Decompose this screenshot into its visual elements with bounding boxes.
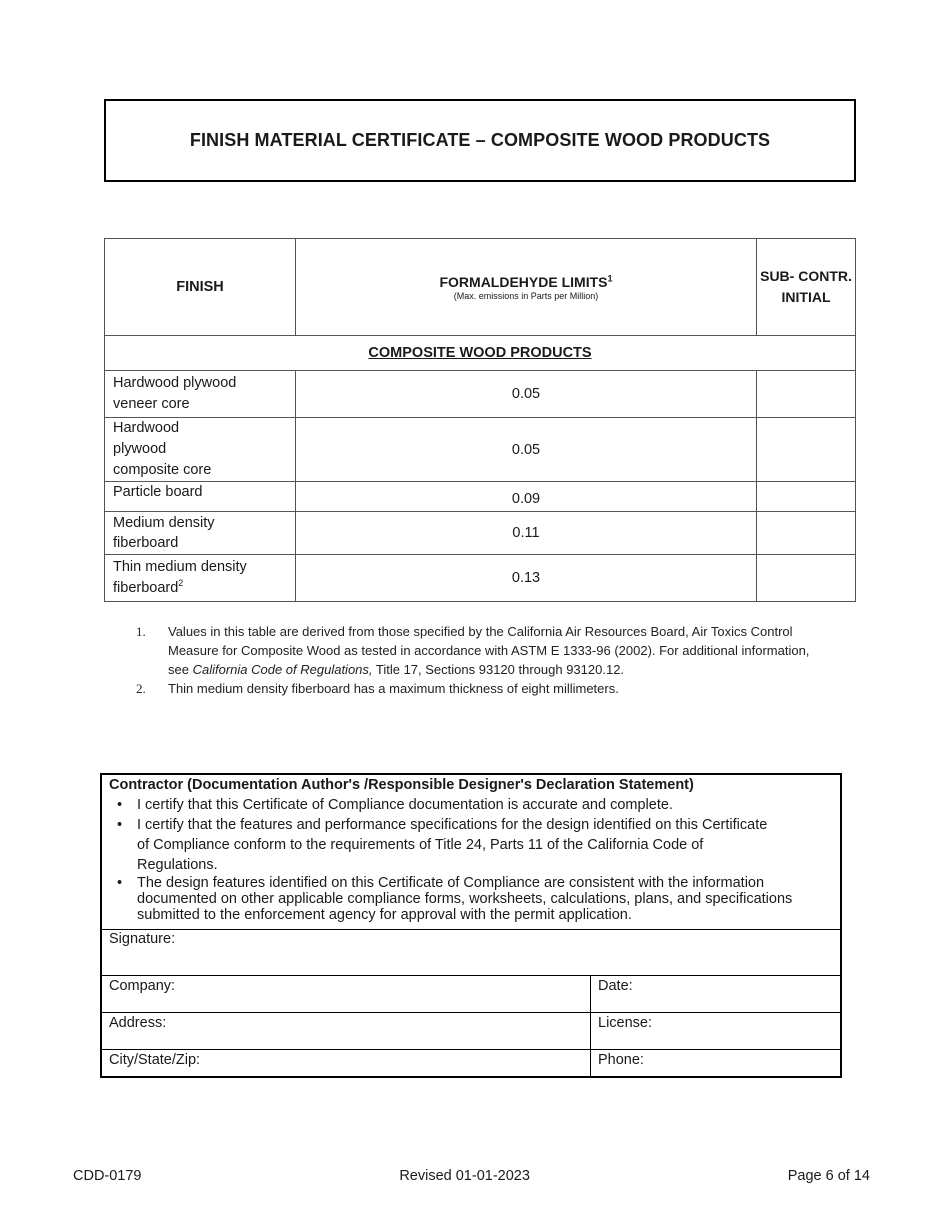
- table-row: [105, 482, 856, 512]
- header-limit-footnote-ref: 1: [607, 272, 613, 283]
- certificate-title: FINISH MATERIAL CERTIFICATE – COMPOSITE WOOD PRODUCTS: [104, 99, 856, 182]
- finish-line: Particle board: [113, 484, 203, 500]
- initial-cell[interactable]: [757, 555, 856, 602]
- finish-line: Hardwood plywood: [113, 375, 237, 391]
- table-header-row: [105, 239, 856, 336]
- table-row: [105, 512, 856, 555]
- header-limit-title: [296, 274, 756, 290]
- finish-line: fiberboard: [113, 535, 179, 551]
- footnote-text: [168, 622, 826, 679]
- group-label: COMPOSITE WOOD PRODUCTS: [105, 336, 856, 371]
- header-formaldehyde-limits: [296, 239, 757, 336]
- company-label: Company:: [109, 978, 176, 994]
- city-phone-row: [102, 1049, 840, 1078]
- formaldehyde-limits-table: [104, 238, 856, 602]
- footnotes: [136, 622, 826, 698]
- footnote-text-part: Values in this table are derived from those specified by the California Air Resources Board, Air Toxics Control Measure for Composite Wood as tested in accordance with ASTM E 1333-96 (2002). For additional information, see: [168, 624, 810, 677]
- page-footer: [73, 1168, 870, 1184]
- city-state-zip-field[interactable]: [102, 1050, 591, 1078]
- initial-cell[interactable]: [757, 512, 856, 555]
- footnote-text-part: Title 17, Sections 93120 through 93120.12.: [372, 662, 625, 677]
- footnote-text: Thin medium density fiberboard has a maximum thickness of eight millimeters.: [168, 681, 619, 696]
- finish-line: fiberboard: [113, 580, 179, 596]
- footnote: [136, 622, 826, 679]
- table-row: [105, 371, 856, 418]
- declaration-box: [100, 773, 842, 1078]
- declaration-statements: [102, 795, 840, 923]
- declaration-heading: Contractor (Documentation Author's /Responsible Designer's Declaration Statement): [109, 777, 694, 793]
- limit-value: 0.05: [296, 371, 757, 418]
- city-state-zip-label: City/State/Zip:: [109, 1052, 201, 1068]
- header-subcontractor-initial: [757, 239, 856, 336]
- finish-cell: [105, 371, 296, 418]
- address-field[interactable]: [102, 1013, 591, 1049]
- finish-cell: [105, 482, 296, 512]
- header-finish: FINISH: [105, 239, 296, 336]
- company-date-row: [102, 975, 840, 1012]
- declaration-bullet: • I certify that this Certificate of Compliance documentation is accurate and complete.: [137, 795, 840, 815]
- limit-value: 0.09: [296, 482, 757, 512]
- finish-line: plywood: [113, 441, 167, 457]
- header-initial-line1: SUB- CONTR.: [760, 268, 852, 284]
- date-field[interactable]: [591, 976, 840, 1012]
- finish-line: Thin medium density: [113, 559, 247, 575]
- footnote-number: 1.: [136, 624, 146, 639]
- finish-line: composite core: [113, 462, 212, 478]
- table-row: [105, 418, 856, 482]
- initial-cell[interactable]: [757, 482, 856, 512]
- date-label: Date:: [598, 978, 633, 994]
- finish-line: veneer core: [113, 396, 190, 412]
- revision-date: Revised 01-01-2023: [399, 1168, 530, 1184]
- declaration-bullet: • The design features identified on this Certificate of Compliance are consistent with the information documented on other applicable compliance forms, worksheets, calculations, plans, and specifications submitted to the enforcement agency for approval with the permit application.: [137, 875, 840, 923]
- license-label: License:: [598, 1015, 653, 1031]
- footnote: [136, 679, 826, 698]
- initial-cell[interactable]: [757, 418, 856, 482]
- initial-cell[interactable]: [757, 371, 856, 418]
- phone-label: Phone:: [598, 1052, 644, 1068]
- signature-field[interactable]: [102, 929, 840, 975]
- footnote-ref: 2: [178, 578, 184, 589]
- finish-line-with-ref: [113, 578, 287, 599]
- form-id: CDD-0179: [73, 1168, 142, 1184]
- header-initial-line2: INITIAL: [781, 289, 831, 305]
- finish-cell: [105, 418, 296, 482]
- page-number: Page 6 of 14: [787, 1168, 870, 1184]
- declaration-bullet: • I certify that the features and performance specifications for the design identified on this Certificate of Compliance conform to the requirements of Title 24, Parts 11 of the California Code of Regulations.: [137, 815, 840, 875]
- address-license-row: [102, 1012, 840, 1049]
- limit-value: 0.05: [296, 418, 757, 482]
- header-limit-subtitle: (Max. emissions in Parts per Million): [453, 290, 599, 301]
- finish-cell: [105, 555, 296, 602]
- header-limit-label: FORMALDEHYDE LIMITS: [439, 273, 608, 290]
- footnote-citation: California Code of Regulations,: [192, 662, 373, 677]
- signature-label: Signature:: [109, 931, 176, 947]
- company-field[interactable]: [102, 976, 591, 1012]
- address-label: Address:: [109, 1015, 167, 1031]
- limit-value: 0.11: [296, 512, 757, 555]
- phone-field[interactable]: [591, 1050, 840, 1078]
- finish-line: Medium density: [113, 515, 215, 531]
- table-row: [105, 555, 856, 602]
- footnote-number: 2.: [136, 681, 146, 696]
- group-row: [105, 336, 856, 371]
- finish-cell: [105, 512, 296, 555]
- license-field[interactable]: [591, 1013, 840, 1049]
- finish-line: Hardwood: [113, 420, 180, 436]
- limit-value: 0.13: [296, 555, 757, 602]
